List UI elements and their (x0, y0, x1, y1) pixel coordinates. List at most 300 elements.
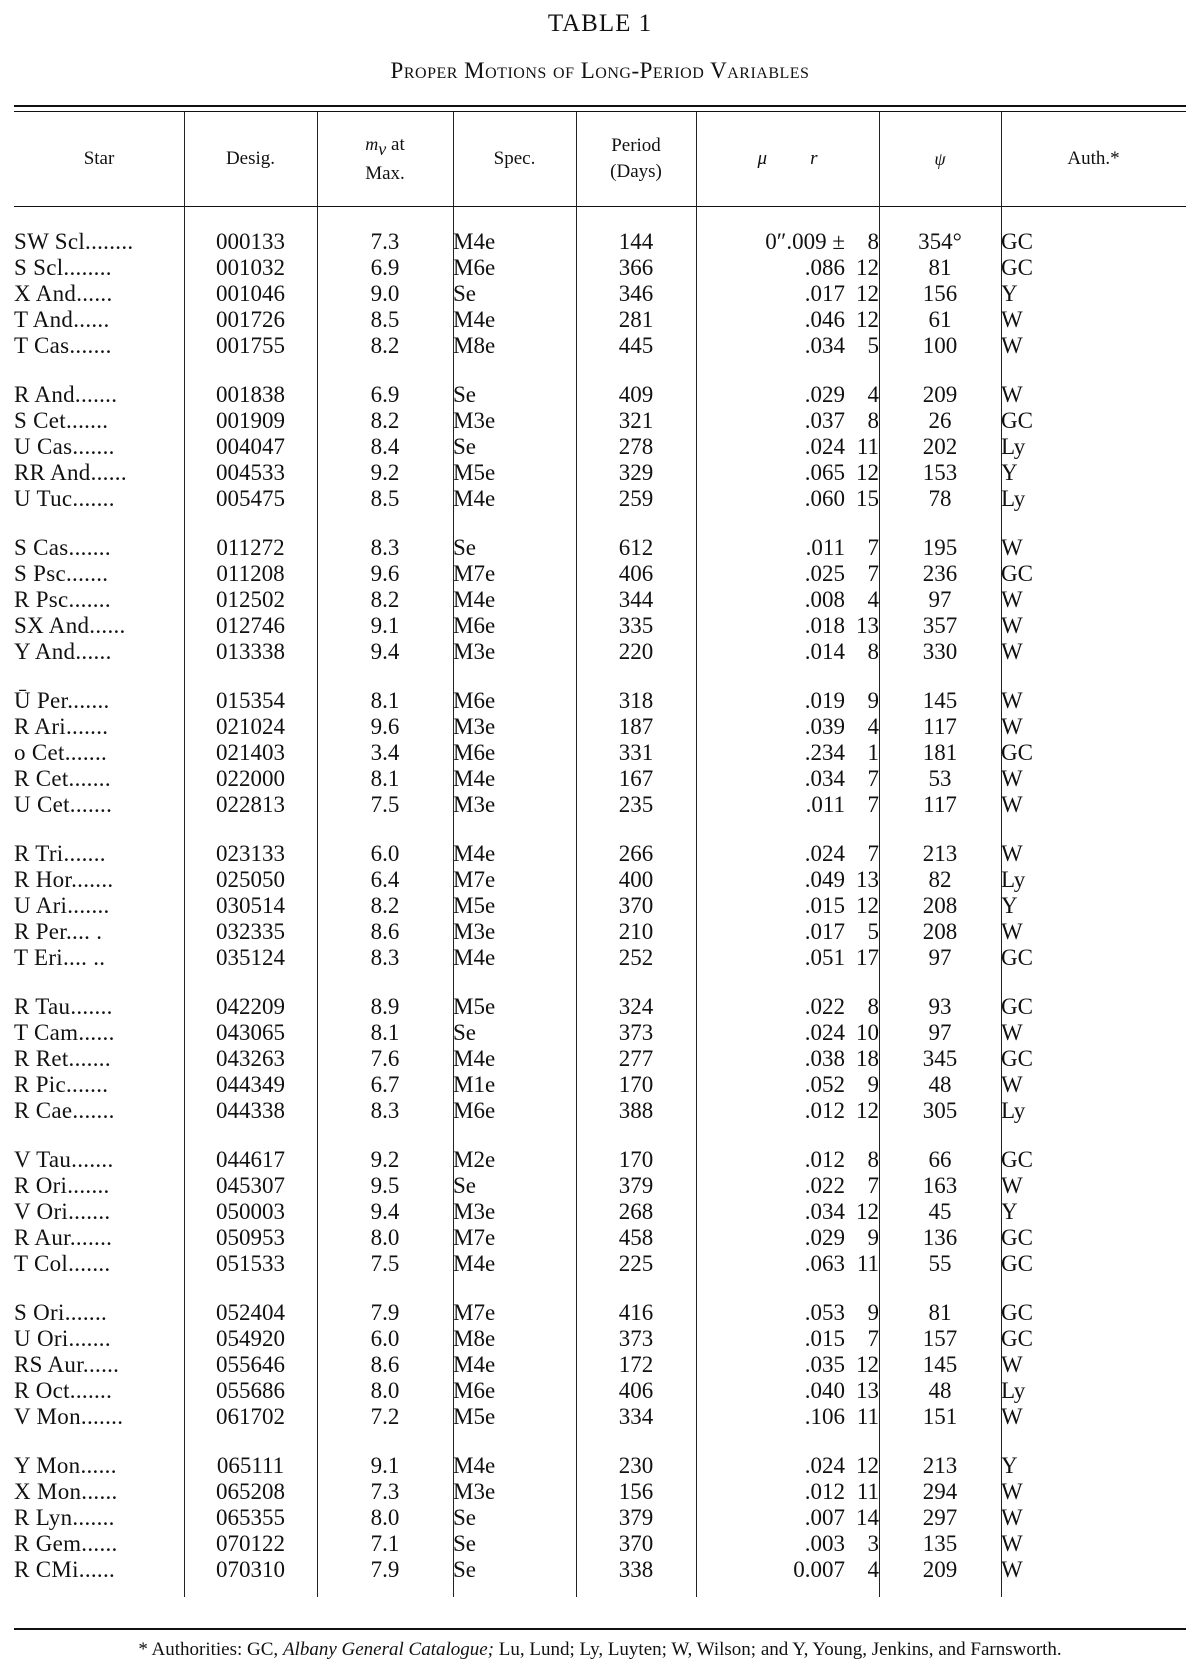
spectrum: M4e (453, 587, 496, 612)
spectrum: M4e (453, 307, 496, 332)
period: 338 (618, 1557, 654, 1582)
spectrum: M4e (453, 841, 496, 866)
position-angle: 151 (922, 1404, 958, 1429)
star-name: R Pic....... (14, 1072, 109, 1097)
position-angle: 82 (928, 867, 952, 892)
period: 416 (618, 1300, 654, 1325)
star-name: S Ori....... (14, 1300, 108, 1325)
position-angle: 66 (928, 1147, 952, 1172)
weight-r: 13 (856, 1378, 879, 1403)
proper-motion: .063 11 (804, 1251, 879, 1276)
table-row (14, 688, 1186, 714)
period: 373 (618, 1326, 654, 1351)
position-angle: 354° (918, 229, 962, 254)
position-angle: 209 (922, 1557, 958, 1582)
position-angle: 97 (928, 1020, 952, 1045)
designation: 001755 (216, 333, 285, 358)
star-name: R Gem...... (14, 1531, 118, 1556)
magnitude: 9.0 (370, 281, 400, 306)
magnitude: 6.0 (370, 1326, 400, 1351)
magnitude: 8.3 (370, 945, 400, 970)
proper-motion: .053 9 (804, 1300, 879, 1325)
position-angle: 153 (922, 460, 958, 485)
weight-r: 9 (867, 1225, 879, 1250)
period: 335 (618, 613, 654, 638)
period: 281 (618, 307, 654, 332)
proper-motion: .029 4 (804, 382, 879, 407)
table-row (14, 867, 1186, 893)
magnitude: 8.2 (370, 408, 400, 433)
table-row (14, 1020, 1186, 1046)
spectrum: Se (453, 1020, 476, 1045)
magnitude: 6.4 (370, 867, 400, 892)
spectrum: M7e (453, 561, 496, 586)
table-row (14, 486, 1186, 512)
designation: 050003 (216, 1199, 285, 1224)
magnitude: 8.1 (370, 688, 400, 713)
star-name: T And...... (14, 307, 110, 332)
proper-motion: .051 17 (804, 945, 879, 970)
designation: 065111 (216, 1453, 285, 1478)
magnitude: 8.4 (370, 434, 400, 459)
position-angle: 78 (928, 486, 952, 511)
position-angle: 53 (928, 766, 952, 791)
designation: 044338 (216, 1098, 285, 1123)
authority: W (1001, 714, 1023, 739)
proper-motion: .011 7 (805, 535, 879, 560)
designation: 001726 (216, 307, 285, 332)
weight-r: 17 (856, 945, 879, 970)
authority: W (1001, 688, 1023, 713)
col-auth: Auth.* (1067, 148, 1120, 169)
authority: W (1001, 333, 1023, 358)
position-angle: 45 (928, 1199, 952, 1224)
spectrum: M6e (453, 1378, 496, 1403)
table-row (14, 1300, 1186, 1326)
table-row (14, 434, 1186, 460)
star-name: V Mon....... (14, 1404, 124, 1429)
magnitude: 7.2 (370, 1404, 400, 1429)
period: 278 (618, 434, 654, 459)
authority: W (1001, 639, 1023, 664)
authority: GC (1001, 1300, 1033, 1325)
magnitude: 8.3 (370, 1098, 400, 1123)
period: 370 (618, 1531, 654, 1556)
star-name: T Cas....... (14, 333, 112, 358)
proper-motion: .007 14 (804, 1505, 879, 1530)
designation: 023133 (216, 841, 285, 866)
table-row (14, 919, 1186, 945)
magnitude: 3.4 (370, 740, 400, 765)
position-angle: 97 (928, 945, 952, 970)
star-name: U Cas....... (14, 434, 115, 459)
period: 366 (618, 255, 654, 280)
spectrum: Se (453, 535, 476, 560)
col-mag: $m_v$ at Max. (365, 133, 405, 185)
position-angle: 93 (928, 994, 952, 1019)
magnitude: 6.7 (370, 1072, 400, 1097)
position-angle: 297 (922, 1505, 958, 1530)
position-angle: 357 (922, 613, 958, 638)
star-name: T Col....... (14, 1251, 111, 1276)
authority: Y (1001, 893, 1018, 918)
col-desig: Desig. (225, 148, 276, 169)
designation: 070310 (216, 1557, 285, 1582)
proper-motion: .012 12 (804, 1098, 879, 1123)
position-angle: 48 (928, 1378, 952, 1403)
spectrum: M4e (453, 945, 496, 970)
weight-r: 12 (856, 281, 879, 306)
weight-r: 12 (856, 1453, 879, 1478)
table-row (14, 1479, 1186, 1505)
table-row (14, 382, 1186, 408)
designation: 035124 (216, 945, 285, 970)
period: 318 (618, 688, 654, 713)
proper-motion: .015 7 (804, 1326, 879, 1351)
star-name: T Cam...... (14, 1020, 115, 1045)
star-name: U Cet....... (14, 792, 113, 817)
table-row (14, 333, 1186, 359)
table-title: Proper Motions of Long-Period Variables (390, 58, 810, 83)
proper-motion: .014 8 (804, 639, 879, 664)
weight-r: 7 (867, 535, 879, 560)
weight-r: 8 (867, 639, 879, 664)
spectrum: M4e (453, 1046, 496, 1071)
group-spacer (14, 359, 1186, 382)
proper-motion: .052 9 (804, 1072, 879, 1097)
table-row (14, 307, 1186, 333)
table-row (14, 1557, 1186, 1583)
proper-motion: .022 8 (804, 994, 879, 1019)
weight-r: 9 (867, 1300, 879, 1325)
star-name: R Ari....... (14, 714, 109, 739)
spectrum: M6e (453, 1098, 496, 1123)
authority: W (1001, 382, 1023, 407)
period: 170 (618, 1147, 654, 1172)
star-name: R Cae....... (14, 1098, 115, 1123)
proper-motion: .060 15 (804, 486, 879, 511)
proper-motion: .011 7 (805, 792, 879, 817)
magnitude: 8.0 (370, 1378, 400, 1403)
magnitude: 8.0 (370, 1505, 400, 1530)
position-angle: 330 (922, 639, 958, 664)
magnitude: 8.6 (370, 919, 400, 944)
star-name: S Cas....... (14, 535, 111, 560)
proper-motion: .034 7 (804, 766, 879, 791)
authority: GC (1001, 255, 1033, 280)
spectrum: M5e (453, 1404, 496, 1429)
position-angle: 213 (922, 841, 958, 866)
proper-motion: .106 11 (804, 1404, 879, 1429)
table-row (14, 740, 1186, 766)
weight-r: 11 (856, 434, 879, 459)
table-row (14, 1046, 1186, 1072)
col-star: Star (83, 148, 115, 169)
star-name: R Tau....... (14, 994, 113, 1019)
period: 144 (618, 229, 654, 254)
authority: W (1001, 841, 1023, 866)
spectrum: Se (453, 1173, 476, 1198)
authority: W (1001, 792, 1023, 817)
table-row (14, 766, 1186, 792)
period: 370 (618, 893, 654, 918)
magnitude: 9.2 (370, 460, 400, 485)
authority: GC (1001, 1251, 1033, 1276)
authority: Ly (1001, 1098, 1026, 1123)
position-angle: 81 (928, 1300, 952, 1325)
star-name: T Eri.... .. (14, 945, 106, 970)
table-row (14, 639, 1186, 665)
proper-motions-table (14, 112, 1186, 1583)
proper-motion: .015 12 (804, 893, 879, 918)
proper-motion: .024 10 (804, 1020, 879, 1045)
weight-r: 8 (867, 1147, 879, 1172)
designation: 045307 (216, 1173, 285, 1198)
authority: GC (1001, 994, 1033, 1019)
position-angle: 145 (922, 1352, 958, 1377)
weight-r: 7 (867, 561, 879, 586)
period: 187 (618, 714, 654, 739)
authority: Y (1001, 1199, 1018, 1224)
position-angle: 305 (922, 1098, 958, 1123)
period: 388 (618, 1098, 654, 1123)
designation: 055686 (216, 1378, 285, 1403)
table-row (14, 841, 1186, 867)
weight-r: 4 (867, 382, 879, 407)
group-spacer (14, 971, 1186, 994)
proper-motion: .025 7 (804, 561, 879, 586)
star-name: R Tri....... (14, 841, 106, 866)
position-angle: 236 (922, 561, 958, 586)
weight-r: 4 (867, 1557, 879, 1582)
spectrum: M7e (453, 867, 496, 892)
position-angle: 345 (922, 1046, 958, 1071)
authority: GC (1001, 945, 1033, 970)
table-row (14, 613, 1186, 639)
designation: 070122 (216, 1531, 285, 1556)
magnitude: 6.9 (370, 382, 400, 407)
authority: Ly (1001, 434, 1026, 459)
weight-r: 11 (856, 1404, 879, 1429)
weight-r: 15 (856, 486, 879, 511)
weight-r: 11 (856, 1479, 879, 1504)
spectrum: M4e (453, 229, 496, 254)
authority: GC (1001, 1147, 1033, 1172)
designation: 052404 (216, 1300, 285, 1325)
top-rule (14, 105, 1186, 107)
star-name: Y And...... (14, 639, 112, 664)
designation: 015354 (216, 688, 285, 713)
period: 344 (618, 587, 654, 612)
spectrum: Se (453, 1531, 476, 1556)
spectrum: M3e (453, 792, 496, 817)
designation: 004047 (216, 434, 285, 459)
authority: GC (1001, 229, 1033, 254)
table-row (14, 587, 1186, 613)
spectrum: M8e (453, 333, 496, 358)
proper-motion: .046 12 (804, 307, 879, 332)
period: 334 (618, 1404, 654, 1429)
designation: 001032 (216, 255, 285, 280)
spectrum: Se (453, 434, 476, 459)
designation: 050953 (216, 1225, 285, 1250)
star-name: X Mon...... (14, 1479, 118, 1504)
spectrum: M6e (453, 740, 496, 765)
weight-r: 1 (867, 740, 879, 765)
authority: GC (1001, 408, 1033, 433)
period: 346 (618, 281, 654, 306)
magnitude: 8.6 (370, 1352, 400, 1377)
table-row (14, 994, 1186, 1020)
bottom-rule (14, 1628, 1186, 1630)
authority: W (1001, 1072, 1023, 1097)
magnitude: 9.6 (370, 561, 400, 586)
proper-motion: .034 5 (804, 333, 879, 358)
authority: W (1001, 307, 1023, 332)
star-name: R Lyn....... (14, 1505, 115, 1530)
group-spacer (14, 665, 1186, 688)
weight-r: 9 (867, 1072, 879, 1097)
group-spacer (14, 206, 1186, 229)
position-angle: 135 (922, 1531, 958, 1556)
table-row (14, 792, 1186, 818)
proper-motion: .086 12 (804, 255, 879, 280)
designation: 051533 (216, 1251, 285, 1276)
spectrum: M8e (453, 1326, 496, 1351)
table-row (14, 255, 1186, 281)
position-angle: 294 (922, 1479, 958, 1504)
authority: W (1001, 587, 1023, 612)
magnitude: 9.6 (370, 714, 400, 739)
designation: 011272 (216, 535, 285, 560)
designation: 005475 (216, 486, 285, 511)
weight-r: 12 (856, 893, 879, 918)
magnitude: 8.9 (370, 994, 400, 1019)
weight-r: 8 (867, 229, 879, 254)
star-name: S Cet....... (14, 408, 109, 433)
designation: 065355 (216, 1505, 285, 1530)
star-name: U Ari....... (14, 893, 110, 918)
star-name: R Per.... . (14, 919, 103, 944)
designation: 055646 (216, 1352, 285, 1377)
position-angle: 163 (922, 1173, 958, 1198)
designation: 030514 (216, 893, 285, 918)
spectrum: M4e (453, 766, 496, 791)
period: 458 (618, 1225, 654, 1250)
designation: 043065 (216, 1020, 285, 1045)
position-angle: 26 (928, 408, 952, 433)
spectrum: M7e (453, 1300, 496, 1325)
proper-motion: .024 12 (804, 1453, 879, 1478)
col-mu-r: μ r (757, 148, 818, 169)
proper-motion: .008 4 (804, 587, 879, 612)
table-row (14, 1531, 1186, 1557)
period: 210 (618, 919, 654, 944)
col-psi: ψ (934, 148, 946, 169)
position-angle: 208 (922, 919, 958, 944)
authority: W (1001, 1404, 1023, 1429)
authority: Ly (1001, 486, 1026, 511)
period: 252 (618, 945, 654, 970)
authority: GC (1001, 740, 1033, 765)
period: 612 (618, 535, 654, 560)
period: 379 (618, 1505, 654, 1530)
magnitude: 9.1 (370, 613, 400, 638)
star-name: S Psc....... (14, 561, 109, 586)
spectrum: M4e (453, 1453, 496, 1478)
authority: GC (1001, 1225, 1033, 1250)
position-angle: 213 (922, 1453, 958, 1478)
table-row (14, 1199, 1186, 1225)
table-row (14, 1404, 1186, 1430)
spectrum: M5e (453, 460, 496, 485)
weight-r: 5 (867, 333, 879, 358)
position-angle: 157 (922, 1326, 958, 1351)
weight-r: 18 (856, 1046, 879, 1071)
weight-r: 8 (867, 994, 879, 1019)
group-spacer (14, 1430, 1186, 1453)
star-name: Y Mon...... (14, 1453, 117, 1478)
star-name: R Aur....... (14, 1225, 113, 1250)
authority: W (1001, 535, 1023, 560)
spectrum: Se (453, 1557, 476, 1582)
magnitude: 9.2 (370, 1147, 400, 1172)
designation: 001909 (216, 408, 285, 433)
weight-r: 12 (856, 1199, 879, 1224)
proper-motion: .065 12 (804, 460, 879, 485)
magnitude: 8.5 (370, 486, 400, 511)
star-name: U Tuc....... (14, 486, 115, 511)
star-name: V Tau....... (14, 1147, 114, 1172)
period: 235 (618, 792, 654, 817)
authority: Ly (1001, 1378, 1026, 1403)
period: 277 (618, 1046, 654, 1071)
table-row (14, 1072, 1186, 1098)
authority: Y (1001, 281, 1018, 306)
spectrum: M4e (453, 486, 496, 511)
magnitude: 9.4 (370, 639, 400, 664)
star-name: o Cet....... (14, 740, 108, 765)
proper-motion: .037 8 (804, 408, 879, 433)
weight-r: 12 (856, 307, 879, 332)
designation: 013338 (216, 639, 285, 664)
magnitude: 7.9 (370, 1300, 400, 1325)
period: 259 (618, 486, 654, 511)
authority: W (1001, 1479, 1023, 1504)
table-row (14, 893, 1186, 919)
spectrum: M5e (453, 994, 496, 1019)
magnitude: 9.4 (370, 1199, 400, 1224)
star-name: RR And...... (14, 460, 127, 485)
position-angle: 136 (922, 1225, 958, 1250)
table-row (14, 281, 1186, 307)
position-angle: 117 (923, 792, 957, 817)
magnitude: 7.5 (370, 1251, 400, 1276)
authority: GC (1001, 1326, 1033, 1351)
proper-motion: .024 11 (804, 434, 879, 459)
position-angle: 195 (922, 535, 958, 560)
table-row (14, 408, 1186, 434)
period: 373 (618, 1020, 654, 1045)
weight-r: 9 (867, 688, 879, 713)
proper-motion: .018 13 (804, 613, 879, 638)
period: 400 (618, 867, 654, 892)
proper-motion: .012 8 (804, 1147, 879, 1172)
star-name: R Cet....... (14, 766, 111, 791)
header-row (14, 112, 1186, 206)
proper-motion: .003 3 (804, 1531, 879, 1556)
group-spacer (14, 512, 1186, 535)
